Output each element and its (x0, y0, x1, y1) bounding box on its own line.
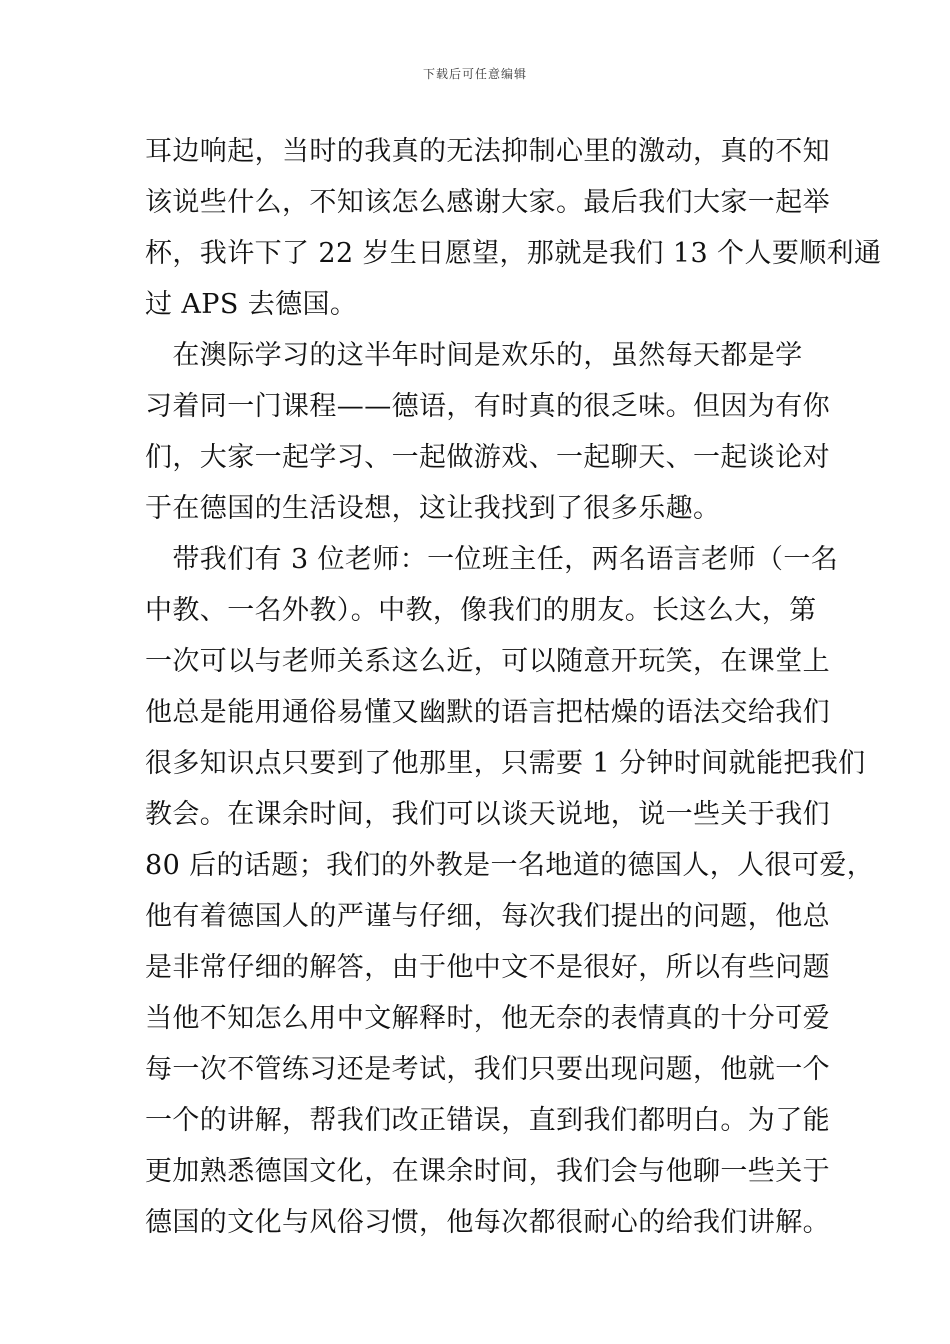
text-line: 当他不知怎么用中文解释时，他无奈的表情真的十分可爱 (145, 1003, 830, 1034)
text-line: 中教、一名外教）。中教，像我们的朋友。长这么大，第 (145, 595, 817, 626)
text-line: 他总是能用通俗易懂又幽默的语言把枯燥的语法交给我们 (145, 697, 830, 728)
document-body (145, 126, 882, 1248)
text-line: 于在德国的生活设想，这让我找到了很多乐趣。 (145, 493, 721, 524)
text-line: 该说些什么，不知该怎么感谢大家。最后我们大家一起举 (145, 187, 830, 218)
text-line: 们，大家一起学习、一起做游戏、一起聊天、一起谈论对 (145, 442, 830, 473)
text-line: 更加熟悉德国文化，在课余时间，我们会与他聊一些关于 (145, 1156, 830, 1187)
paragraph-2 (145, 330, 830, 534)
text-line: 耳边响起，当时的我真的无法抑制心里的激动，真的不知 (145, 136, 830, 167)
text-line: 每一次不管练习还是考试，我们只要出现问题，他就一个 (145, 1054, 830, 1085)
page-header: 下载后可任意编辑 (422, 67, 527, 81)
text-line: 在澳际学习的这半年时间是欢乐的，虽然每天都是学 (145, 340, 803, 371)
text-line: 一个的讲解，帮我们改正错误，直到我们都明白。为了能 (145, 1105, 830, 1136)
text-line: 杯，我许下了 22 岁生日愿望，那就是我们 13 个人要顺利通 (145, 238, 882, 269)
paragraph-1 (145, 126, 882, 330)
text-line: 很多知识点只要到了他那里，只需要 1 分钟时间就能把我们 (145, 748, 866, 779)
text-line: 带我们有 3 位老师：一位班主任，两名语言老师（一名 (145, 544, 839, 575)
paragraph-3 (145, 534, 875, 1248)
text-line: 他有着德国人的严谨与仔细，每次我们提出的问题，他总 (145, 901, 830, 932)
text-line: 习着同一门课程——德语，有时真的很乏味。但因为有你 (145, 391, 830, 422)
text-line: 是非常仔细的解答，由于他中文不是很好，所以有些问题 (145, 952, 830, 983)
text-line: 教会。在课余时间，我们可以谈天说地，说一些关于我们 (145, 799, 830, 830)
text-line: 过 APS 去德国。 (145, 289, 358, 320)
text-line: 80 后的话题；我们的外教是一名地道的德国人，人很可爱， (145, 850, 875, 881)
text-line: 一次可以与老师关系这么近，可以随意开玩笑，在课堂上 (145, 646, 830, 677)
text-line: 德国的文化与风俗习惯，他每次都很耐心的给我们讲解。 (145, 1207, 830, 1238)
